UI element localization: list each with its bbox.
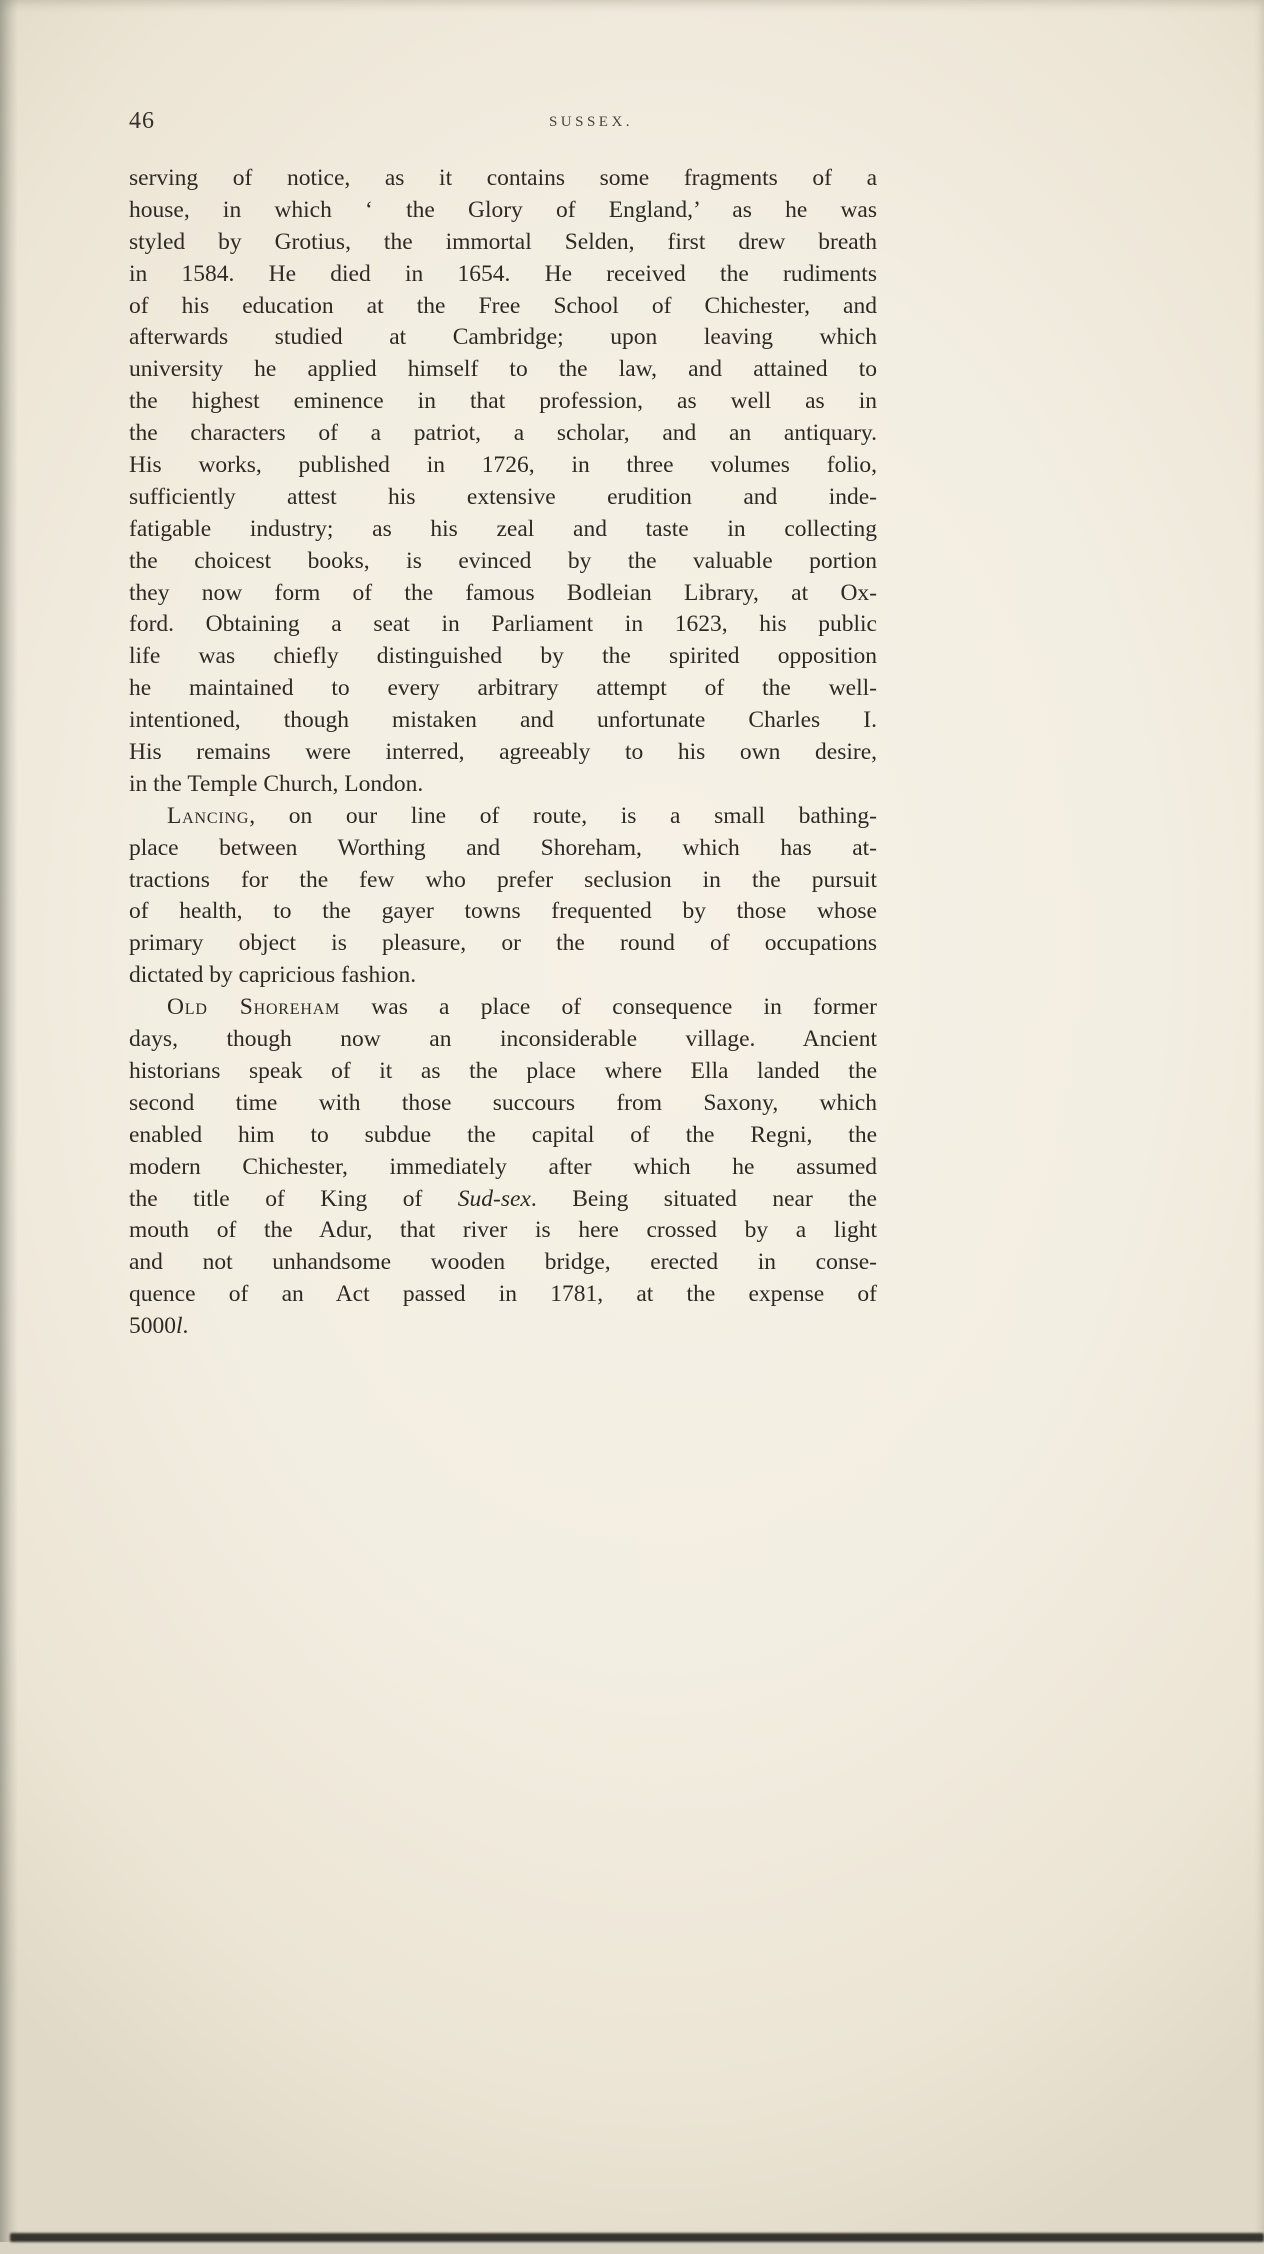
text-line — [129, 386, 877, 418]
running-header: SUSSEX. — [548, 114, 634, 130]
italic-text: Sud-sex — [457, 1185, 531, 1212]
text-segment: serving of notice, as it contains some fragments of a — [129, 165, 877, 191]
text-line — [129, 1152, 877, 1184]
text-segment: of his education at the Free School of Chichester, and — [129, 292, 877, 319]
text-line — [129, 546, 877, 578]
text-line — [129, 291, 877, 323]
text-segment: sufficiently attest his extensive erudition and inde- — [129, 483, 877, 510]
text-line — [129, 673, 877, 705]
text-segment: styled by Grotius, the immortal Selden, first drew breath — [129, 228, 877, 255]
text-line — [129, 801, 877, 833]
text-segment: His remains were interred, agreeably to his own desire, — [129, 739, 877, 766]
text-segment: intentioned, though mistaken and unfortunate Charles I. — [129, 707, 877, 734]
text-segment: primary object is pleasure, or the round of occupations — [129, 930, 877, 957]
text-segment: modern Chichester, immediately after which he assumed — [129, 1153, 877, 1180]
text-segment: was a place of consequence in former — [340, 994, 877, 1021]
text-line — [129, 1247, 877, 1279]
text-line — [129, 259, 877, 291]
text-segment: . — [182, 1313, 189, 1340]
scan-bottom-paper — [0, 2242, 1264, 2254]
text-line — [129, 450, 877, 482]
scan-left-edge-shadow — [0, 0, 18, 2254]
text-segment: the choicest books, is evinced by the valuable portion — [129, 547, 877, 574]
text-line — [129, 195, 877, 227]
text-line — [129, 641, 877, 673]
text-line — [129, 1184, 877, 1216]
text-line — [129, 354, 877, 386]
body-text — [129, 163, 877, 1343]
text-segment: . Being situated near the — [530, 1185, 877, 1212]
text-line — [129, 578, 877, 610]
page-number: 46 — [129, 108, 155, 134]
text-segment: of health, to the gayer towns frequented by those whose — [129, 898, 877, 925]
scan-bottom-edge-shadow — [10, 2233, 1264, 2242]
text-line — [129, 705, 877, 737]
text-line — [129, 163, 877, 195]
text-segment: fatigable industry; as his zeal and taste in collecting — [129, 515, 877, 542]
text-line — [129, 1279, 877, 1311]
smallcaps-text: Old Shoreham — [167, 994, 341, 1021]
text-segment: university he applied himself to the law, and attained to — [129, 356, 877, 383]
text-segment: , on our line of route, is a small bathing- — [249, 802, 877, 829]
text-line — [129, 1120, 877, 1152]
smallcaps-text: Lancing — [167, 802, 250, 829]
text-line — [129, 227, 877, 259]
text-line — [129, 418, 877, 450]
text-line — [129, 322, 877, 354]
text-line — [129, 960, 877, 992]
text-segment: enabled him to subdue the capital of the Regni, the — [129, 1121, 877, 1148]
text-line — [129, 928, 877, 960]
text-segment: life was chiefly distinguished by the spirited opposition — [129, 643, 877, 670]
text-segment: they now form of the famous Bodleian Library, at Ox- — [129, 579, 877, 606]
text-line — [129, 1024, 877, 1056]
text-line — [129, 737, 877, 769]
text-line — [129, 896, 877, 928]
text-segment: dictated by capricious fashion. — [129, 962, 417, 989]
text-segment: in the Temple Church, London. — [129, 770, 424, 797]
text-segment: house, in which ‘ the Glory of England,’ as he was — [129, 196, 877, 223]
text-line — [129, 992, 877, 1024]
text-segment: the characters of a patriot, a scholar, and an antiquary. — [129, 420, 877, 447]
text-line — [129, 609, 877, 641]
text-segment: second time with those succours from Saxony, which — [129, 1089, 877, 1116]
text-segment: historians speak of it as the place where Ella landed the — [129, 1057, 877, 1084]
text-segment: and not unhandsome wooden bridge, erected in conse- — [129, 1249, 877, 1276]
text-segment: His works, published in 1726, in three volumes folio, — [129, 452, 877, 479]
text-segment: the highest eminence in that profession, as well as in — [129, 388, 877, 415]
text-segment: the title of King of — [129, 1185, 458, 1212]
text-line — [129, 482, 877, 514]
text-segment: he maintained to every arbitrary attempt of the well- — [129, 675, 877, 702]
text-line — [129, 1215, 877, 1247]
text-line — [129, 1056, 877, 1088]
italic-text: l — [176, 1313, 183, 1340]
text-segment: ford. Obtaining a seat in Parliament in 1623, his public — [129, 611, 877, 638]
text-segment: afterwards studied at Cambridge; upon leaving which — [129, 324, 877, 351]
text-segment: place between Worthing and Shoreham, which has at- — [129, 834, 877, 861]
text-line — [129, 514, 877, 546]
page-header — [129, 108, 877, 140]
text-line — [129, 769, 877, 801]
text-segment: mouth of the Adur, that river is here crossed by a light — [129, 1217, 877, 1244]
text-segment: tractions for the few who prefer seclusion in the pursuit — [129, 866, 877, 893]
text-line — [129, 865, 877, 897]
text-line — [129, 833, 877, 865]
text-line — [129, 1088, 877, 1120]
text-segment: quence of an Act passed in 1781, at the expense of — [129, 1281, 877, 1308]
text-segment: in 1584. He died in 1654. He received the rudiments — [129, 260, 877, 287]
text-segment: 5000 — [129, 1313, 176, 1340]
text-line — [129, 1311, 877, 1343]
text-segment: days, though now an inconsiderable village. Ancient — [129, 1026, 877, 1053]
